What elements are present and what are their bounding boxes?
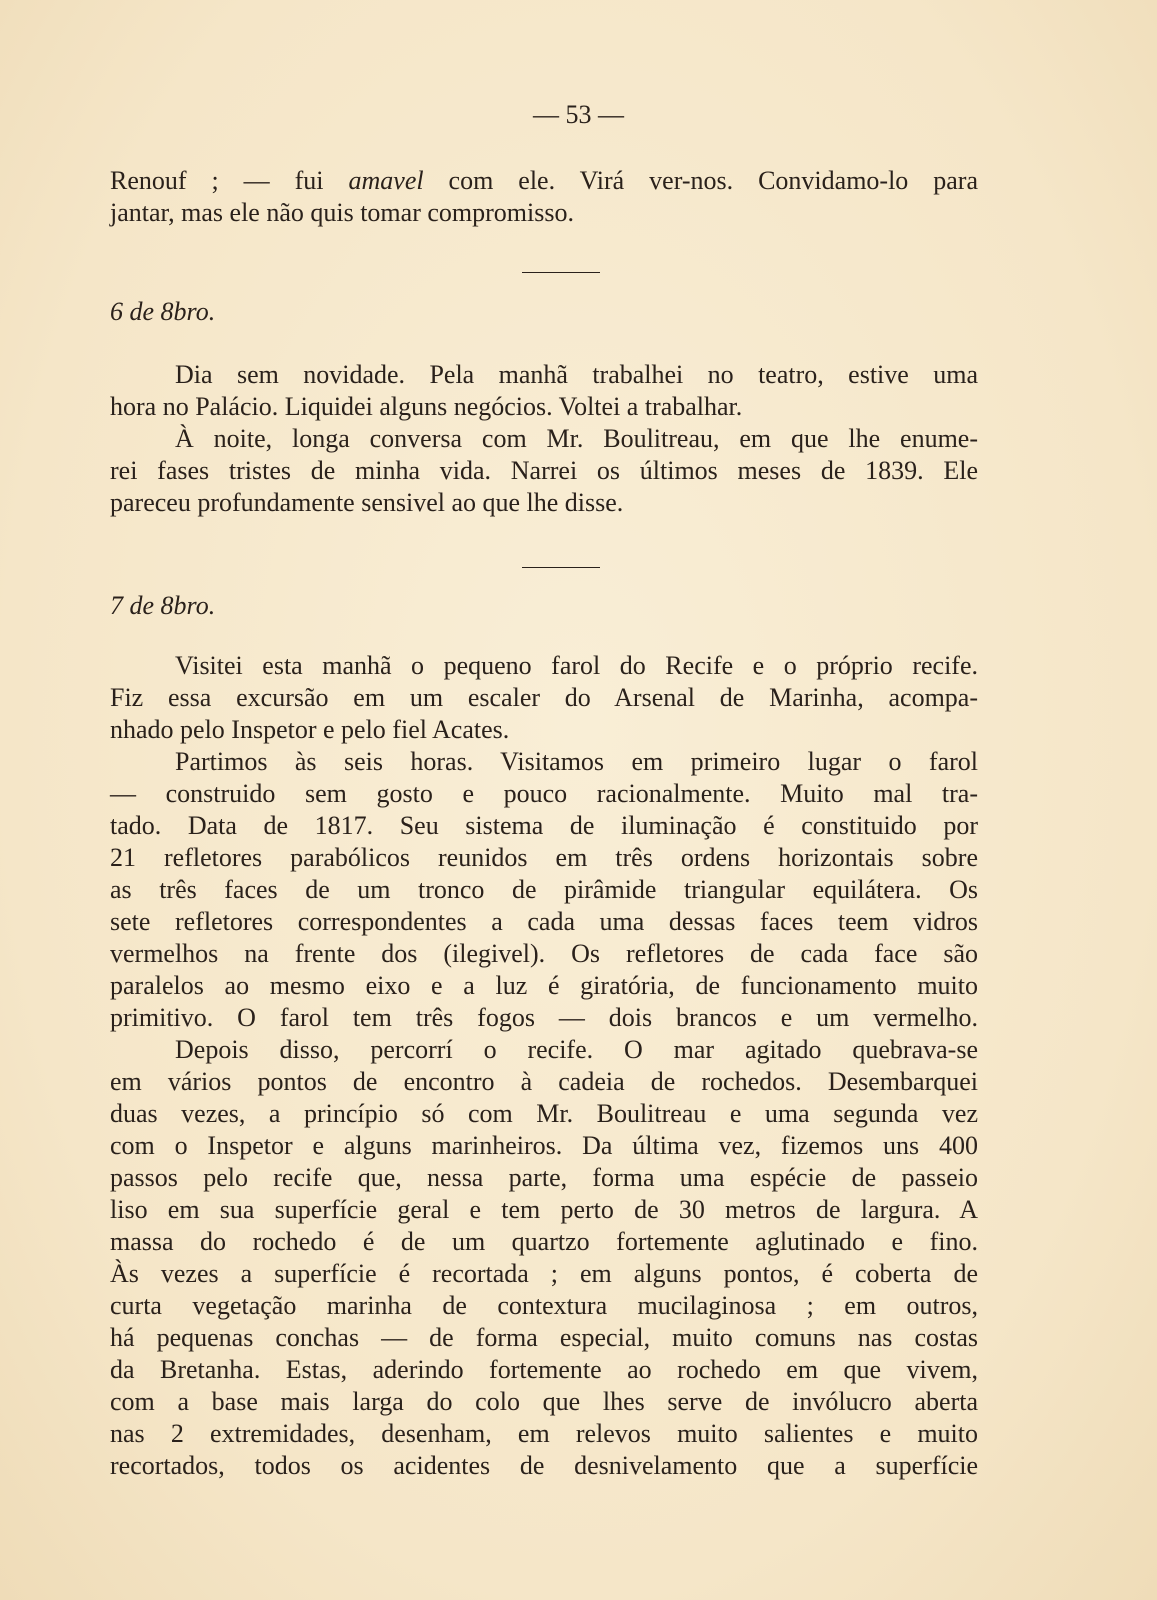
text-line: tado. Data de 1817. Seu sistema de iluminação é constituido por (110, 811, 978, 840)
text-line: Às vezes a superfície é recortada ; em alguns pontos, é coberta de (110, 1259, 978, 1288)
text-line: 21 refletores parabólicos reunidos em três ordens horizontais sobre (110, 843, 978, 872)
text-line: recortados, todos os acidentes de desnivelamento que a superfície (110, 1451, 978, 1480)
text-line: vermelhos na frente dos (ilegivel). Os refletores de cada face são (110, 939, 978, 968)
text-line: passos pelo recife que, nessa parte, forma uma espécie de passeio (110, 1163, 978, 1192)
text-line: pareceu profundamente sensivel ao que lhe disse. (110, 488, 624, 517)
text-line: — construido sem gosto e pouco racionalmente. Muito mal tra- (110, 779, 978, 808)
text-line: duas vezes, a princípio só com Mr. Boulitreau e uma segunda vez (110, 1099, 978, 1128)
text-line: Visitei esta manhã o pequeno farol do Recife e o próprio recife. (175, 651, 978, 680)
text-line: as três faces de um tronco de pirâmide triangular equilátera. Os (110, 875, 978, 904)
text-line: paralelos ao mesmo eixo e a luz é giratória, de funcionamento muito (110, 971, 978, 1000)
section-divider (522, 567, 600, 568)
text-line: Fiz essa excursão em um escaler do Arsenal de Marinha, acompa- (110, 683, 978, 712)
text-line: nhado pelo Inspetor e pelo fiel Acates. (110, 715, 510, 744)
page-number: — 53 — (533, 100, 624, 129)
text-line: rei fases tristes de minha vida. Narrei os últimos meses de 1839. Ele (110, 456, 978, 485)
text-line: sete refletores correspondentes a cada uma dessas faces teem vidros (110, 907, 978, 936)
text-line: curta vegetação marinha de contextura mucilaginosa ; em outros, (110, 1291, 978, 1320)
text-line: À noite, longa conversa com Mr. Boulitreau, em que lhe enume- (175, 424, 978, 453)
text-line: jantar, mas ele não quis tomar compromisso. (110, 198, 574, 227)
text-line: liso em sua superfície geral e tem perto de 30 metros de largura. A (110, 1195, 978, 1224)
text-line: Renouf ; — fui amavel com ele. Virá ver-nos. Convidamo-lo para (110, 166, 978, 195)
text-line: massa do rochedo é de um quartzo fortemente aglutinado e fino. (110, 1227, 978, 1256)
text-line: com a base mais larga do colo que lhes serve de invólucro aberta (110, 1387, 978, 1416)
entry-date: 6 de 8bro. (110, 297, 216, 326)
text-line: Partimos às seis horas. Visitamos em primeiro lugar o farol (175, 747, 978, 776)
text-line: hora no Palácio. Liquidei alguns negócios. Voltei a trabalhar. (110, 392, 743, 421)
entry-date: 7 de 8bro. (110, 591, 216, 620)
emphasis: amavel (348, 166, 424, 195)
text-line: Depois disso, percorrí o recife. O mar agitado quebrava-se (175, 1035, 978, 1064)
text-line: Dia sem novidade. Pela manhã trabalhei no teatro, estive uma (175, 360, 978, 389)
text-line: nas 2 extremidades, desenham, em relevos muito salientes e muito (110, 1419, 978, 1448)
section-divider (522, 272, 600, 273)
text-line: com o Inspetor e alguns marinheiros. Da última vez, fizemos uns 400 (110, 1131, 978, 1160)
text-line: em vários pontos de encontro à cadeia de rochedos. Desembarquei (110, 1067, 978, 1096)
text-line: da Bretanha. Estas, aderindo fortemente ao rochedo em que vivem, (110, 1355, 978, 1384)
text-line: primitivo. O farol tem três fogos — dois brancos e um vermelho. (110, 1003, 978, 1032)
text-line: há pequenas conchas — de forma especial, muito comuns nas costas (110, 1323, 978, 1352)
